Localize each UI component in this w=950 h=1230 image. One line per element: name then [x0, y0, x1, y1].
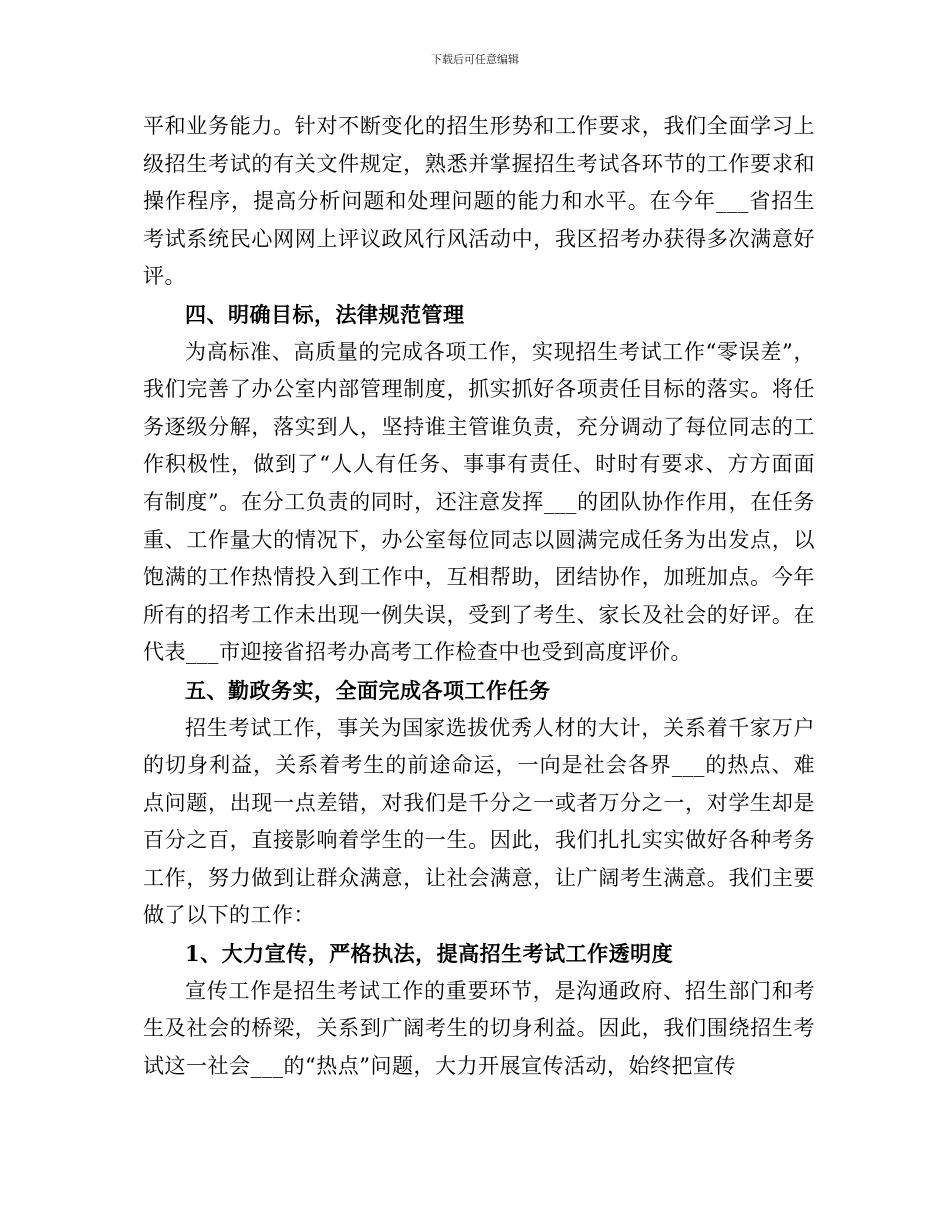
section-heading-4: 四、明确目标，法律规范管理 [185, 301, 465, 327]
paragraph-section-5: 招生考试工作，事关为国家选拔优秀人材的大计，关系着千家万户的切身利益，关系着考生的前途命运，一向是社会各界___的热点、难点问题，出现一点差错，对我们是千分之一或者万分之一，对学生却是百分之百，直接影响着学生的一生。因此，我们扎扎实实做好各种考务工作，努力做到让群众满意，让社会满意，让广阔考生满意。我们主要做了以下的工作： [143, 715, 815, 928]
section-heading-5: 五、勤政务实，全面完成各项工作任务 [185, 677, 551, 703]
document-body [143, 108, 815, 1085]
paragraph-section-4: 为高标准、高质量的完成各项工作，实现招生考试工作“零误差”，我们完善了办公室内部管理制度，抓实抓好各项责任目标的落实。将任务逐级分解，落实到人，坚持谁主管谁负责，充分调动了每位同志的工作积极性，做到了“人人有任务、事事有责任、时时有要求、方方面面有制度”。在分工负责的同时，还注意发挥___的团队协作作用，在任务重、工作量大的情况下，办公室每位同志以圆满完成任务为出发点，以饱满的工作热情投入到工作中，互相帮助，团结协作，加班加点。今年所有的招考工作未出现一例失误，受到了考生、家长及社会的好评。在代表___市迎接省招考办高考工作检查中也受到高度评价。 [143, 339, 815, 665]
page-header-note: 下载后可任意编辑 [431, 53, 519, 66]
paragraph-subsection-1: 宣传工作是招生考试工作的重要环节，是沟通政府、招生部门和考生及社会的桥梁，关系到广阔考生的切身利益。因此，我们围绕招生考试这一社会___的“热点”问题，大力开展宣传活动，始终把宣传 [143, 978, 815, 1078]
subsection-heading-1: 1、大力宣传，严格执法，提高招生考试工作透明度 [185, 941, 674, 967]
paragraph-continued: 平和业务能力。针对不断变化的招生形势和工作要求，我们全面学习上级招生考试的有关文件规定，熟悉并掌握招生考试各环节的工作要求和操作程序，提高分析问题和处理问题的能力和水平。在今年___省招生考试系统民心网网上评议政风行风活动中，我区招考办获得多次满意好评。 [143, 114, 815, 289]
